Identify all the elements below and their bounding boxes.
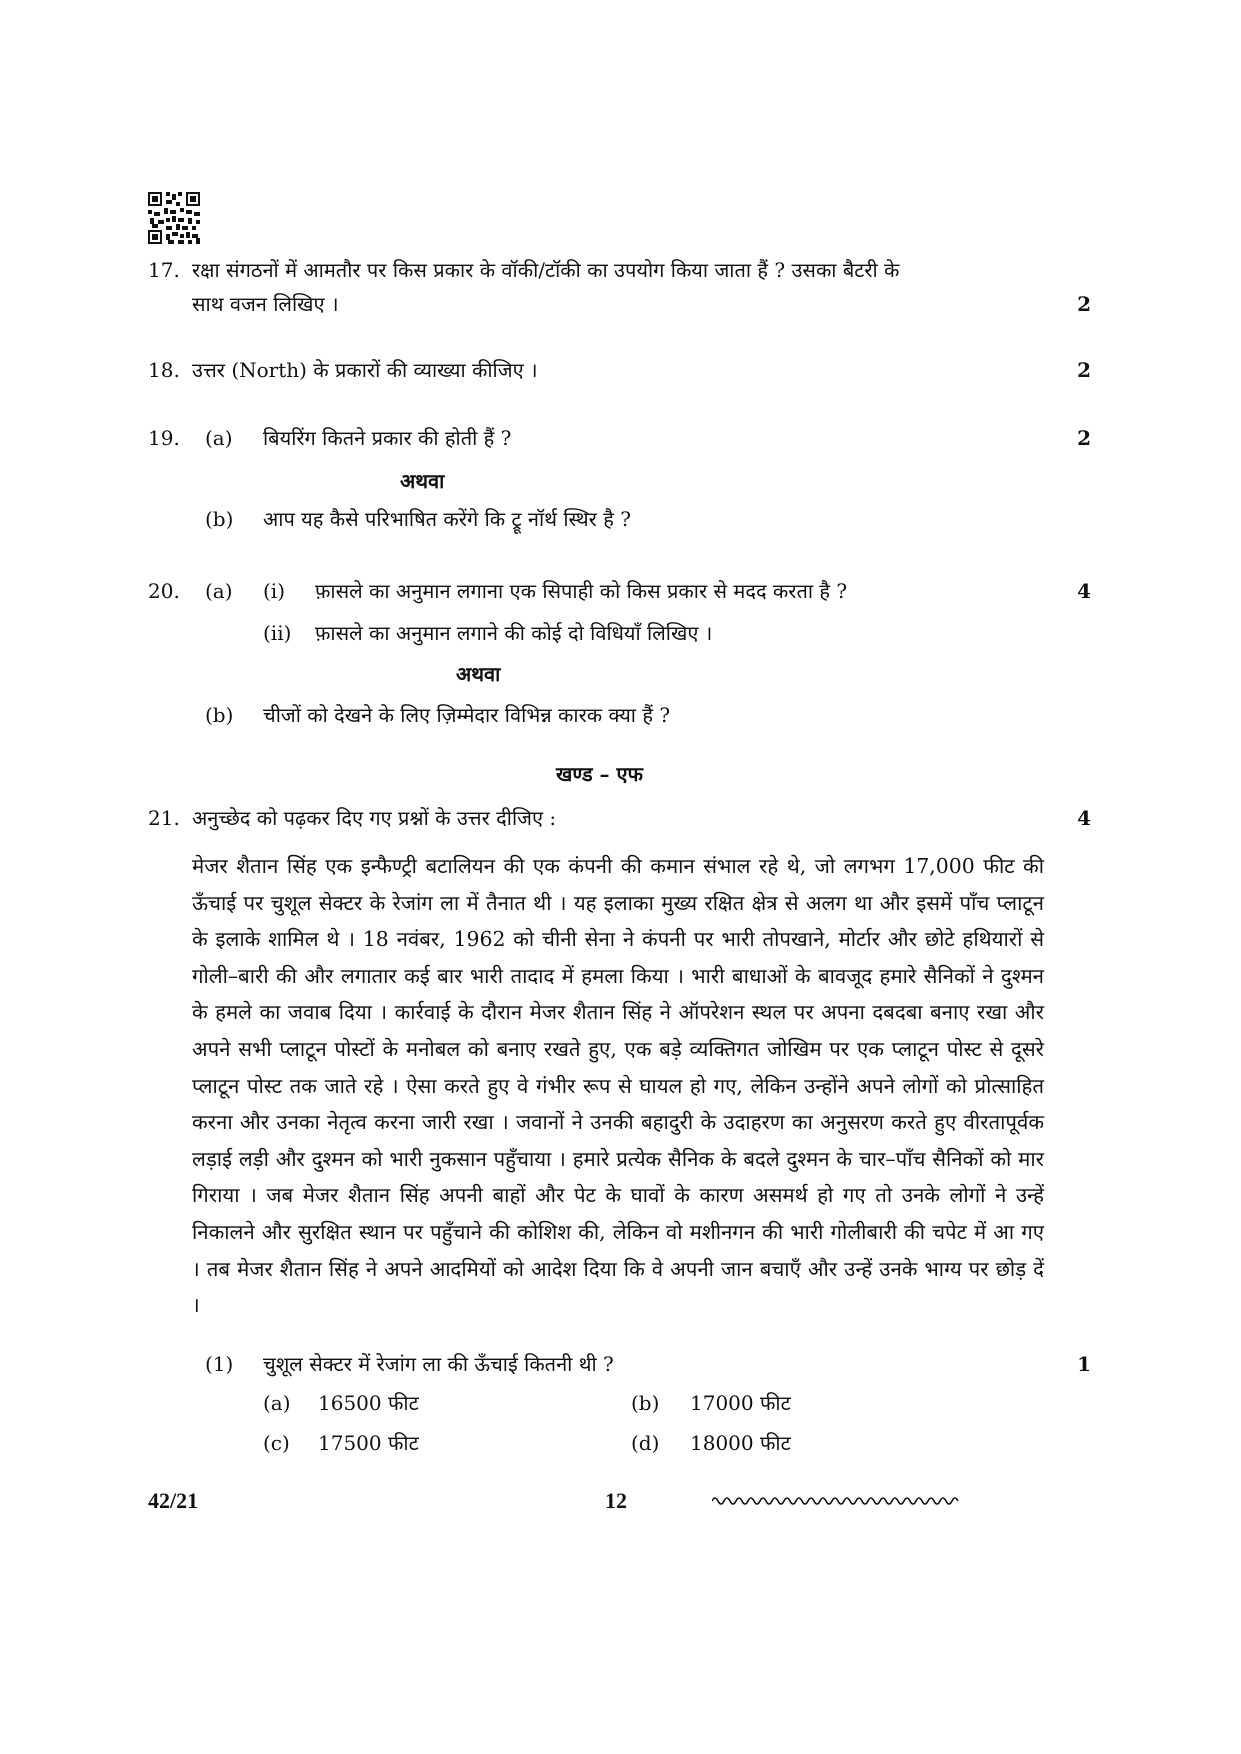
option-text: 16500 फीट <box>318 1391 419 1415</box>
option-label: (d) <box>631 1431 660 1455</box>
question-text: उत्तर (North) के प्रकारों की व्याख्या कीजिए । <box>192 358 538 382</box>
qr-code-icon <box>148 192 200 244</box>
option-label: (b) <box>631 1391 660 1415</box>
question-text: रक्षा संगठनों में आमतौर पर किस प्रकार के वॉकी/टॉकी का उपयोग किया जाता हैं ? उसका बैटरी के <box>192 258 900 282</box>
marks: 2 <box>1077 426 1091 450</box>
wavy-line-icon <box>712 1494 962 1508</box>
question-number: 20. <box>148 579 180 603</box>
question-number: 21. <box>148 806 180 830</box>
marks: 2 <box>1077 292 1091 316</box>
page-number: 12 <box>605 1488 627 1513</box>
question-text: बियरिंग कितने प्रकार की होती हैं ? <box>263 426 512 450</box>
marks: 4 <box>1077 579 1091 603</box>
question-number: 17. <box>148 258 180 282</box>
marks: 1 <box>1077 1352 1091 1376</box>
option-text: 18000 फीट <box>690 1431 791 1455</box>
option-label: (b) <box>205 703 234 727</box>
option-label: (b) <box>205 507 234 531</box>
option-label: (a) <box>263 1391 291 1415</box>
marks: 2 <box>1077 358 1091 382</box>
paper-code: 42/21 <box>148 1488 199 1513</box>
passage: मेजर शैतान सिंह एक इन्फैण्ट्री बटालियन की एक कंपनी की कमान संभाल रहे थे, जो लगभग 17,000 फीट की ऊँचाई पर चुशूल सेक्टर के रेजांग ला में तैनात थी । यह इलाका मुख्य रक्षित क्षेत्र से अलग था और इसमें पाँच प्लाटून के इलाके शामिल थे । 18 नवंबर, 1962 को चीनी सेना ने कंपनी पर भारी तोपखाने, मोर्टार और छोटे हथियारों से गोली–बारी की और लगातार कई बार भारी तादाद में हमला किया । भारी बाधाओं के बावजूद हमारे सैनिकों ने दुश्मन के हमले का जवाब दिया । कार्रवाई के दौरान मेजर शैतान सिंह ने ऑपरेशन स्थल पर अपना दबदबा बनाए रखा और अपने सभी प्लाटून पोस्टों के मनोबल को बनाए रखते हुए, एक बड़े व्यक्तिगत जोखिम पर एक प्लाटून पोस्ट से दूसरे प्लाटून पोस्ट तक जाते रहे । ऐसा करते हुए वे गंभीर रूप से घायल हो गए, लेकिन उन्होंने अपने लोगों को प्रोत्साहित करना और उनका नेतृत्व करना जारी रखा । जवानों ने उनकी बहादुरी के उदाहरण का अनुसरण करते हुए वीरतापूर्वक लड़ाई लड़ी और दुश्मन को भारी नुकसान पहुँचाया । हमारे प्रत्येक सैनिक के बदले दुश्मन के चार–पाँच सैनिकों को मार गिराया । जब मेजर शैतान सिंह अपनी बाहों और पेट के घावों के कारण असमर्थ हो गए तो उनके लोगों ने उन्हें निकालने और सुरक्षित स्थान पर पहुँचाने की कोशिश की, लेकिन वो मशीनगन की भारी गोलीबारी की चपेट में आ गए । तब मेजर शैतान सिंह ने अपने आदमियों को आदेश दिया कि वे अपनी जान बचाएँ और उन्हें उनके भाग्य पर छोड़ दें । <box>192 854 1044 1318</box>
option-label: (a) <box>205 426 233 450</box>
sub-label: (i) <box>263 579 286 603</box>
option-text: 17000 फीट <box>690 1391 791 1415</box>
option-label: (c) <box>263 1431 290 1455</box>
question-number: 18. <box>148 358 180 382</box>
sub-label: (ii) <box>263 621 292 645</box>
option-text: 17500 फीट <box>318 1431 419 1455</box>
question-text: अनुच्छेद को पढ़कर दिए गए प्रश्नों के उत्तर दीजिए : <box>192 806 557 830</box>
sub-question-text: चुशूल सेक्टर में रेजांग ला की ऊँचाई कितनी थी ? <box>263 1352 614 1376</box>
or-label: अथवा <box>400 469 445 493</box>
option-label: (a) <box>205 579 233 603</box>
question-text: चीजों को देखने के लिए ज़िम्मेदार विभिन्न कारक क्या हैं ? <box>263 703 671 727</box>
section-heading: खण्ड – एफ <box>556 762 643 786</box>
question-text: साथ वजन लिखिए । <box>192 292 339 316</box>
question-number: 19. <box>148 426 180 450</box>
or-label: अथवा <box>456 662 501 686</box>
question-text: फ़ासले का अनुमान लगाने की कोई दो विधियाँ लिखिए । <box>315 621 713 645</box>
question-text: आप यह कैसे परिभाषित करेंगे कि ट्रू नॉर्थ स्थिर है ? <box>263 507 631 531</box>
marks: 4 <box>1077 806 1091 830</box>
question-text: फ़ासले का अनुमान लगाना एक सिपाही को किस प्रकार से मदद करता है ? <box>315 579 848 603</box>
sub-question-label: (1) <box>205 1352 234 1376</box>
